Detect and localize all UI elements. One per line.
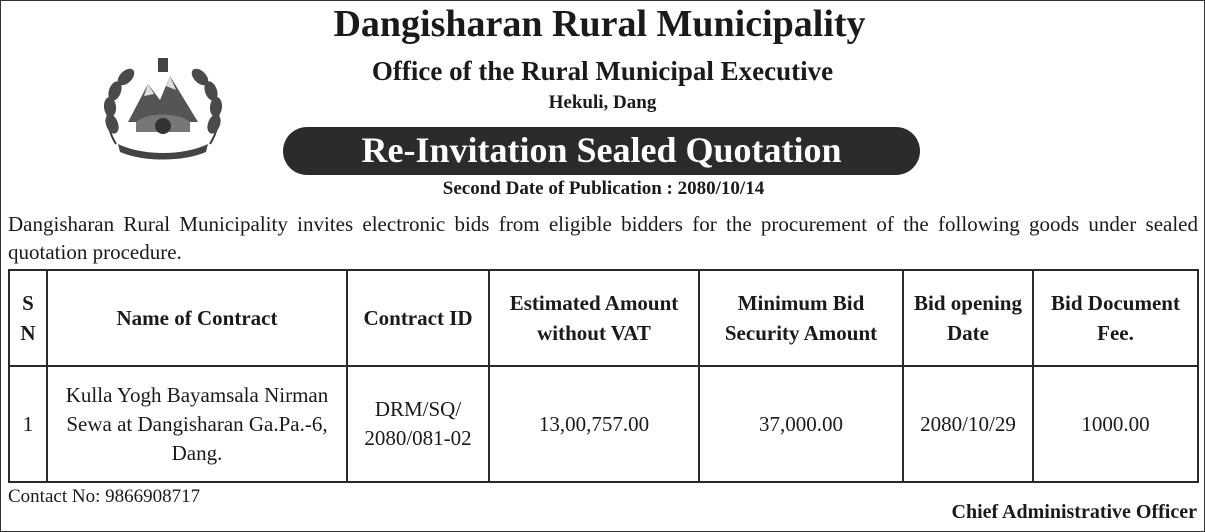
header-contract-id: Contract ID xyxy=(347,270,489,366)
publication-date: Second Date of Publication : 2080/10/14 xyxy=(442,178,765,199)
header-opening-date: Bid opening Date xyxy=(903,270,1033,366)
office-subtitle: Office of the Rural Municipal Executive xyxy=(371,56,834,86)
header-estimated-amount: Estimated Amount without VAT xyxy=(489,270,699,366)
cell-estimated-amount: 13,00,757.00 xyxy=(489,366,699,482)
cell-document-fee: 1000.00 xyxy=(1033,366,1198,482)
office-location: Hekuli, Dang xyxy=(548,92,657,113)
cell-sn: 1 xyxy=(9,366,47,482)
contact-number: Contact No: 9866908717 xyxy=(8,486,201,507)
header-document-fee: Bid Document Fee. xyxy=(1033,270,1198,366)
notice-title-banner: Re-Invitation Sealed Quotation xyxy=(283,127,920,175)
quotation-table xyxy=(8,269,1199,483)
header-sn: S N xyxy=(9,270,47,366)
intro-text: Dangisharan Rural Municipality invites electronic bids from eligible bidders for the procurement of the following goods under sealed quotation procedure. xyxy=(8,212,1198,264)
table-header-row xyxy=(9,270,1198,366)
signatory-title: Chief Administrative Officer xyxy=(951,501,1197,523)
cell-opening-date: 2080/10/29 xyxy=(903,366,1033,482)
table-row xyxy=(9,366,1198,482)
cell-contract-name: Kulla Yogh Bayamsala Nirman Sewa at Dangisharan Ga.Pa.-6, Dang. xyxy=(47,366,347,482)
municipality-title: Dangisharan Rural Municipality xyxy=(333,3,866,45)
cell-bid-security: 37,000.00 xyxy=(699,366,903,482)
intro-paragraph xyxy=(8,210,1198,266)
header-contract-name: Name of Contract xyxy=(47,270,347,366)
header-bid-security: Minimum Bid Security Amount xyxy=(699,270,903,366)
cell-contract-id: DRM/SQ/ 2080/081-02 xyxy=(347,366,489,482)
